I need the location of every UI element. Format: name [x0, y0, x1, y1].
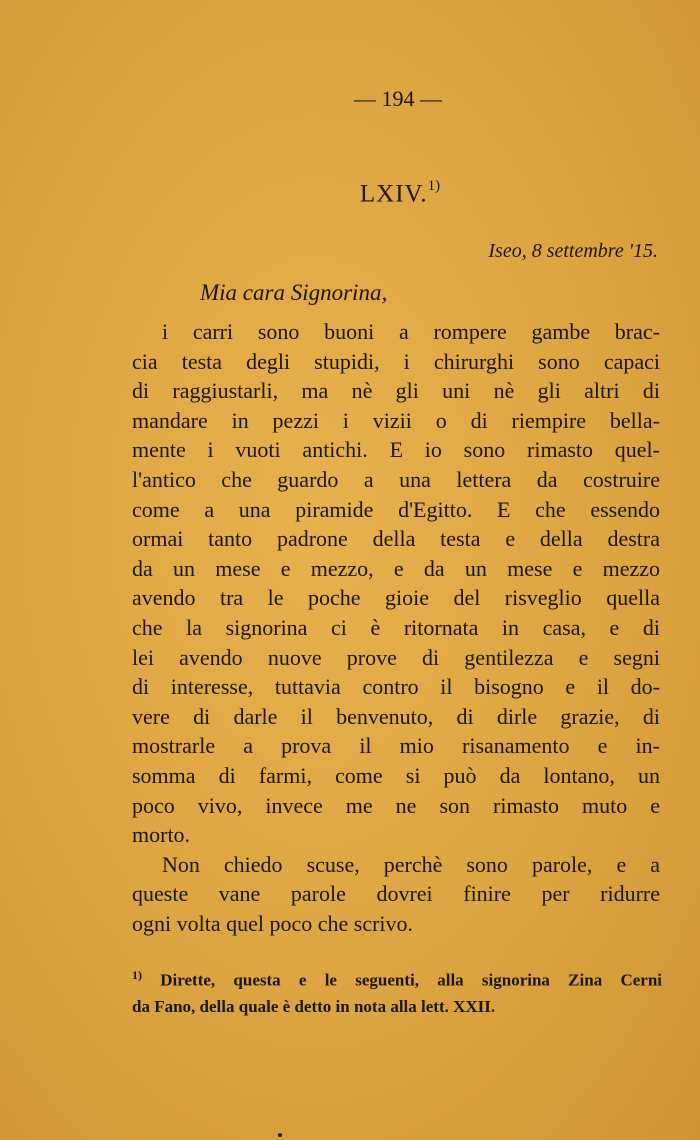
text-line: da un mese e mezzo, e da un mese e mezzo: [132, 555, 660, 581]
text-line: mente i vuoti antichi. E io sono rimasto quel-: [132, 437, 660, 463]
place-date: Iseo, 8 settembre '15.: [488, 240, 658, 262]
text-line: morto.: [132, 822, 191, 848]
text-line: di interesse, tuttavia contro il bisogno e il do-: [132, 674, 660, 700]
footnote-text: Dirette, questa e le seguenti, alla signorina Zina Cerni: [160, 970, 663, 990]
letter-numeral: LXIV.: [359, 180, 428, 208]
text-line: cia testa degli stupidi, i chirurghi sono capaci: [132, 348, 660, 374]
text-line: come a una piramide d'Egitto. E che essendo: [132, 496, 660, 522]
text-line: poco vivo, invece me ne son rimasto muto e: [132, 792, 660, 818]
text-line: queste vane parole dovrei finire per ridurre: [132, 881, 660, 907]
text-line: i carri sono buoni a rompere gambe brac-: [162, 319, 660, 344]
letter-body: [132, 317, 660, 938]
text-line: vere di darle il benvenuto, di dirle grazie, di: [132, 703, 660, 729]
text-line: l'antico che guardo a una lettera da costruire: [132, 466, 660, 492]
text-line: somma di farmi, come si può da lontano, un: [132, 762, 660, 788]
footnote-line: [132, 962, 662, 994]
text-line: avendo tra le poche gioie del risveglio quella: [132, 585, 660, 611]
text-line: ogni volta quel poco che scrivo.: [132, 910, 414, 936]
paper-speck: [278, 1133, 282, 1137]
text-line: Non chiedo scuse, perchè sono parole, e a: [162, 851, 660, 877]
text-line: che la signorina ci è ritornata in casa, e di: [132, 614, 660, 640]
footnote: [132, 962, 662, 1020]
text-line: lei avendo nuove prove di gentilezza e segni: [132, 644, 660, 670]
page-number: — 194 —: [354, 86, 442, 111]
footnote-line: da Fano, della quale è detto in nota alla lett. XXII.: [132, 996, 496, 1016]
text-line: mandare in pezzi i vizii o di riempire bella-: [132, 407, 660, 433]
salutation: Mia cara Signorina,: [200, 280, 388, 305]
footnote-marker: 1): [132, 968, 142, 982]
text-line: ormai tanto padrone della testa e della destra: [132, 526, 660, 552]
letter-heading: [0, 180, 700, 208]
heading-footnote-marker: 1): [427, 178, 441, 194]
text-line: mostrarle a prova il mio risanamento e in-: [132, 733, 660, 759]
text-line: di raggiustarli, ma nè gli uni nè gli altri di: [132, 378, 660, 404]
